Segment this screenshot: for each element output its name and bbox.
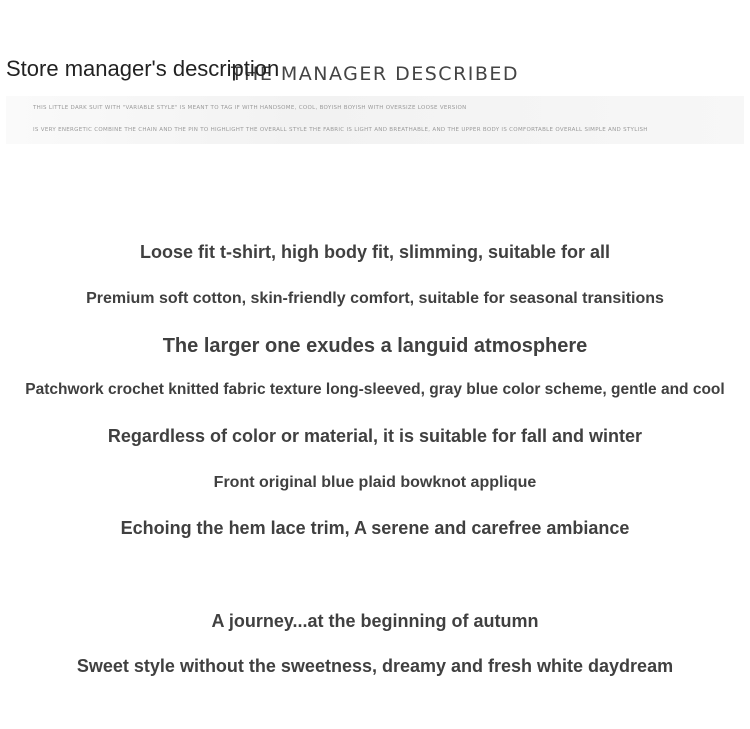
description-line: Sweet style without the sweetness, dreamy and fresh white daydream [76, 656, 674, 676]
description-line: The larger one exudes a languid atmosphere [162, 335, 588, 357]
section-heading: Store manager's description [6, 56, 280, 81]
description-line: Loose fit t-shirt, high body fit, slimming, suitable for all [139, 242, 610, 262]
fine-print-band [6, 96, 744, 144]
description-line: Echoing the hem lace trim, A serene and carefree ambiance [120, 518, 630, 538]
description-line: A journey...at the beginning of autumn [211, 611, 539, 631]
fine-print-line: IS VERY ENERGETIC COMBINE THE CHAIN AND THE PIN TO HIGHLIGHT THE OVERALL STYLE THE FABRIC IS LIGHT AND BREATHABLE, AND THE UPPER BODY IS COMFORTABLE OVERALL SIMPLE AND STYLISH [33, 127, 648, 133]
description-line: Regardless of color or material, it is suitable for fall and winter [107, 426, 643, 446]
fine-print-line: THIS LITTLE DARK SUIT WITH "VARIABLE STYLE" IS MEANT TO TAG IF WITH HANDSOME, COOL, BOYISH BOYISH WITH OVERSIZE LOOSE VERSION [33, 105, 467, 111]
description-line: Front original blue plaid bowknot applique [213, 474, 537, 491]
description-line: Patchwork crochet knitted fabric texture long-sleeved, gray blue color scheme, gentle and cool [25, 381, 725, 398]
banner-title: THE MANAGER DESCRIBED [230, 63, 520, 85]
description-line: Premium soft cotton, skin-friendly comfort, suitable for seasonal transitions [86, 290, 664, 307]
